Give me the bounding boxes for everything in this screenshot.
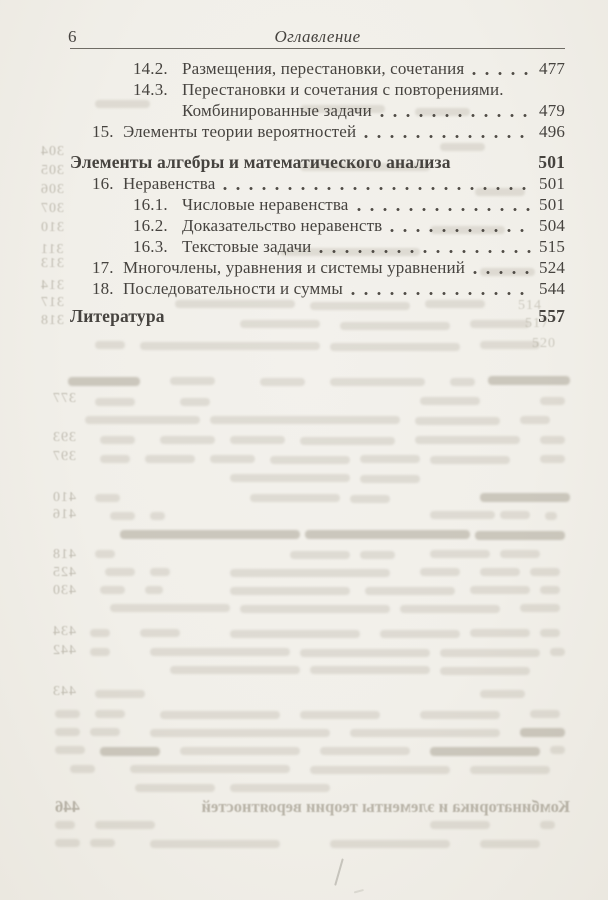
toc-list	[70, 58, 565, 327]
ghost-bar	[440, 649, 540, 657]
toc-line	[70, 100, 565, 121]
toc-page-number: 557	[538, 306, 565, 326]
ghost-page-number: 304	[40, 144, 64, 159]
toc-line	[70, 236, 565, 257]
ghost-page-number: 434	[52, 624, 76, 639]
leader-dots	[357, 207, 533, 212]
ghost-bar	[360, 455, 420, 463]
toc-line	[70, 79, 565, 100]
ghost-bar	[180, 398, 210, 406]
ghost-bar	[150, 648, 290, 656]
ghost-bar	[450, 378, 475, 386]
ghost-bar	[520, 728, 565, 737]
ghost-bar	[230, 569, 390, 577]
ghost-bar	[480, 690, 525, 698]
toc-entry-number: 15.	[92, 122, 114, 141]
toc-entry-title: Многочлены, уравнения и системы уравнений	[123, 258, 465, 277]
toc-line	[70, 215, 565, 236]
ghost-bar	[210, 455, 255, 463]
ghost-bar	[90, 629, 110, 637]
running-head	[70, 26, 565, 49]
page-content	[70, 26, 565, 327]
toc-part-literature	[70, 306, 565, 327]
ghost-bar	[360, 475, 420, 483]
ghost-bar	[480, 840, 540, 848]
ghost-bar	[120, 530, 300, 539]
page-number: 6	[68, 27, 77, 46]
leader-dots	[390, 228, 533, 233]
ghost-bar	[365, 587, 455, 595]
ghost-bar	[95, 690, 145, 698]
ghost-bar	[240, 605, 390, 613]
ghost-bar	[250, 494, 340, 502]
ghost-bar	[380, 630, 460, 638]
ghost-bar	[95, 550, 115, 558]
ghost-page-number: 393	[52, 430, 76, 445]
ghost-bar	[545, 512, 557, 520]
toc-entry-number: 18.	[92, 279, 114, 298]
toc-entry-title: Неравенства	[123, 174, 216, 193]
ghost-bar	[150, 512, 165, 520]
ghost-bar	[330, 343, 460, 351]
ghost-bar	[500, 550, 540, 558]
toc-entry-title: Доказательство неравенств	[182, 216, 383, 235]
ghost-page-number: 307	[40, 201, 64, 216]
ghost-bar	[90, 648, 110, 656]
toc-entry-number: 16.3.	[133, 237, 168, 256]
ghost-bar	[440, 667, 530, 675]
ghost-bar	[230, 784, 330, 792]
toc-line	[70, 173, 565, 194]
toc-entry	[70, 278, 565, 299]
toc-page-number: 496	[539, 122, 565, 141]
toc-entry	[70, 173, 565, 194]
ghost-page-number: 306	[40, 182, 64, 197]
ghost-page-number: 418	[52, 547, 76, 562]
ghost-bar	[430, 550, 490, 558]
ghost-bar	[430, 511, 495, 519]
toc-entry-number: 14.3.	[133, 80, 168, 99]
leader-dots	[223, 186, 533, 191]
toc-line	[70, 58, 565, 79]
ghost-page-number: 410	[52, 490, 76, 505]
ghost-bar	[145, 455, 195, 463]
ghost-bar	[530, 568, 560, 576]
ghost-bar	[540, 586, 560, 594]
toc-entry-title: Последовательности и суммы	[123, 279, 343, 298]
ghost-bar	[350, 729, 500, 737]
ghost-bar	[70, 765, 95, 773]
leader-dots	[364, 134, 533, 139]
ghost-page-number: 443	[52, 684, 76, 699]
toc-page-number: 501	[538, 152, 565, 172]
toc-entry-title: Элементы теории вероятностей	[123, 122, 357, 141]
ghost-bar	[100, 436, 135, 444]
ghost-bar	[95, 710, 125, 718]
ghost-page-number: 318	[40, 313, 64, 328]
ghost-bar	[55, 710, 80, 718]
ghost-bar	[105, 568, 135, 576]
ghost-bar	[488, 376, 570, 385]
ghost-page-number: 305	[40, 163, 64, 178]
ghost-bar	[470, 766, 550, 774]
toc-part-header	[70, 152, 565, 173]
ghost-bar	[300, 711, 380, 719]
ghost-bar	[100, 747, 160, 756]
ghost-page-number: 313	[40, 256, 64, 271]
pen-mark	[354, 889, 364, 893]
ghost-bar	[320, 747, 410, 755]
ghost-bar	[290, 551, 350, 559]
pen-mark	[334, 858, 343, 885]
toc-part-title: Литература	[70, 306, 165, 326]
ghost-bar	[540, 397, 565, 405]
toc-entry-title: Перестановки и сочетания с повторениями.	[182, 80, 504, 99]
ghost-page-number: 517	[525, 316, 549, 331]
ghost-bar	[85, 416, 200, 424]
toc-page-number: 501	[539, 195, 565, 214]
toc-entry-number: 16.2.	[133, 216, 168, 235]
ghost-bar	[150, 568, 170, 576]
ghost-bar	[95, 494, 120, 502]
ghost-bar	[170, 666, 300, 674]
ghost-page-number: 310	[40, 220, 64, 235]
ghost-page-number: 311	[40, 242, 64, 257]
ghost-page-number: 425	[52, 565, 76, 580]
ghost-bar	[330, 378, 425, 386]
ghost-bar	[270, 456, 350, 464]
ghost-bar	[540, 455, 565, 463]
ghost-bar	[520, 416, 550, 424]
ghost-bar	[300, 437, 395, 445]
toc-line	[70, 257, 565, 278]
toc-entry	[70, 236, 565, 257]
ghost-page-number: 314	[40, 278, 64, 293]
leader-dots	[319, 249, 533, 254]
leader-dots	[380, 113, 533, 118]
ghost-bar	[480, 493, 570, 502]
ghost-bar	[540, 629, 560, 637]
ghost-bar	[55, 728, 80, 736]
ghost-bar	[210, 416, 400, 424]
ghost-page-number: 377	[52, 391, 76, 406]
toc-entry	[70, 79, 565, 121]
ghost-bar	[68, 377, 140, 386]
toc-entry-number: 14.2.	[133, 59, 168, 78]
ghost-bar	[540, 821, 555, 829]
ghost-page-number: 430	[52, 583, 76, 598]
ghost-bar	[360, 551, 395, 559]
toc-entry-title: Комбинированные задачи	[182, 101, 372, 120]
ghost-bar	[420, 711, 500, 719]
ghost-bar	[230, 474, 350, 482]
toc-line	[70, 194, 565, 215]
ghost-bar	[150, 840, 280, 848]
ghost-bar	[475, 531, 565, 540]
toc-entry	[70, 257, 565, 278]
ghost-page-number: 442	[52, 643, 76, 658]
toc-line	[70, 278, 565, 299]
toc-page-number: 524	[539, 258, 565, 277]
leader-dots	[473, 270, 533, 275]
ghost-bar	[95, 341, 125, 349]
leader-dots	[351, 291, 533, 296]
toc-entry	[70, 215, 565, 236]
ghost-bar	[540, 436, 565, 444]
ghost-bar	[230, 436, 285, 444]
ghost-bar	[470, 586, 530, 594]
ghost-bar	[110, 512, 135, 520]
ghost-bar	[530, 710, 560, 718]
ghost-bar	[430, 821, 490, 829]
ghost-bar	[90, 839, 115, 847]
toc-entry-number: 16.1.	[133, 195, 168, 214]
ghost-bar	[520, 604, 560, 612]
ghost-bar	[55, 821, 75, 829]
ghost-page-number: 416	[52, 507, 76, 522]
ghost-part-line	[55, 797, 570, 817]
ghost-bar	[90, 728, 120, 736]
ghost-page-number: 520	[532, 336, 556, 351]
ghost-bar	[230, 587, 350, 595]
ghost-bar	[100, 455, 130, 463]
ghost-bar	[95, 398, 135, 406]
toc-page-number: 504	[539, 216, 565, 235]
ghost-bar	[170, 377, 215, 385]
leader-dots	[472, 71, 533, 76]
toc-entry	[70, 58, 565, 79]
ghost-bar	[550, 648, 565, 656]
toc-entry-title: Размещения, перестановки, сочетания	[182, 59, 465, 78]
ghost-bar	[140, 629, 180, 637]
toc-entry-title: Числовые неравенства	[182, 195, 349, 214]
toc-entry-number: 17.	[92, 258, 114, 277]
ghost-bar	[110, 604, 230, 612]
ghost-bar	[95, 821, 155, 829]
ghost-bar	[160, 711, 280, 719]
toc-entry	[70, 194, 565, 215]
toc-page-number: 544	[539, 279, 565, 298]
ghost-bar	[420, 568, 460, 576]
ghost-bar	[415, 436, 520, 444]
ghost-bar	[55, 746, 85, 754]
ghost-bar	[135, 784, 215, 792]
ghost-bar	[310, 666, 430, 674]
ghost-bar	[145, 586, 163, 594]
toc-part-title: Элементы алгебры и математического анализа	[70, 152, 451, 172]
ghost-bar	[180, 747, 300, 755]
ghost-bar	[430, 747, 540, 756]
ghost-part-page: 446	[55, 797, 80, 816]
ghost-bar	[150, 729, 330, 737]
ghost-bar	[500, 511, 530, 519]
ghost-bar	[100, 586, 125, 594]
ghost-bar	[130, 765, 290, 773]
ghost-bar	[480, 568, 520, 576]
toc-page-number: 515	[539, 237, 565, 256]
ghost-bar	[400, 605, 500, 613]
ghost-bar	[310, 766, 450, 774]
ghost-bar	[160, 436, 215, 444]
ghost-bar	[140, 342, 320, 350]
running-head-title: Оглавление	[274, 27, 361, 46]
toc-entry-title: Текстовые задачи	[182, 237, 312, 256]
ghost-part-title: Комбинаторика и элементы теории вероятностей	[201, 797, 570, 816]
ghost-page-number: 317	[40, 295, 64, 310]
ghost-page-number: 514	[518, 298, 542, 313]
ghost-bar	[330, 840, 450, 848]
ghost-bar	[480, 341, 540, 349]
ghost-bar	[55, 839, 80, 847]
ghost-bar	[305, 530, 470, 539]
ghost-page-number: 397	[52, 449, 76, 464]
ghost-bar	[430, 456, 510, 464]
toc-page-number: 479	[539, 101, 565, 120]
toc-page-number: 501	[539, 174, 565, 193]
toc-entry-number: 16.	[92, 174, 114, 193]
toc-line	[70, 121, 565, 142]
ghost-bar	[260, 378, 305, 386]
ghost-bar	[350, 495, 390, 503]
toc-entry	[70, 121, 565, 142]
ghost-bar	[420, 397, 480, 405]
ghost-bar	[300, 649, 430, 657]
ghost-bar	[415, 417, 500, 425]
ghost-bar	[470, 629, 530, 637]
toc-page-number: 477	[539, 59, 565, 78]
ghost-bar	[230, 630, 360, 638]
ghost-bar	[550, 746, 565, 754]
